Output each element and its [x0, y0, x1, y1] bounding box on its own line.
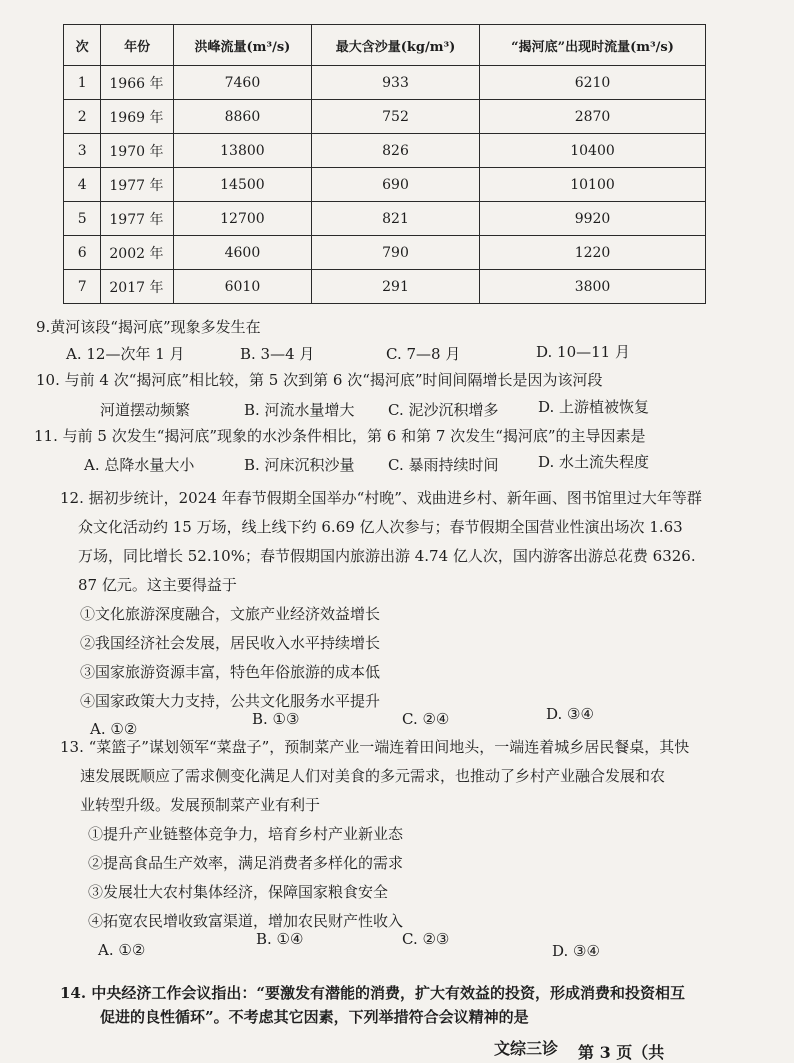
q14-line-2: 促进的良性循环”。不考虑其它因素，下列举措符合会议精神的是	[100, 1008, 529, 1026]
cell-year: 1970 年	[101, 134, 173, 168]
q12-line-2: 众文化活动约 15 万场，线上线下约 6.69 亿人次参与；春节假期全国营业性演出场次 1.63	[78, 518, 683, 536]
q11-option-d: D. 水土流失程度	[538, 453, 650, 471]
cell-index: 1	[64, 66, 101, 100]
cell-flood-peak: 7460	[173, 66, 311, 100]
cell-flood-peak: 8860	[173, 100, 311, 134]
header-index: 次	[64, 25, 101, 66]
cell-index: 2	[64, 100, 101, 134]
cell-flow-at-event: 1220	[480, 236, 706, 270]
table-row	[64, 270, 706, 304]
q9-option-b: B. 3—4 月	[240, 345, 315, 363]
table-row	[64, 236, 706, 270]
header-year: 年份	[101, 25, 173, 66]
q12-line-4: 87 亿元。这主要得益于	[78, 576, 237, 594]
cell-index: 7	[64, 270, 101, 304]
q13-line-2: 速发展既顺应了需求侧变化满足人们对美食的多元需求，也推动了乡村产业融合发展和农	[80, 767, 666, 785]
q13-option-b: B. ①④	[256, 930, 304, 948]
cell-flood-peak: 12700	[173, 202, 311, 236]
q9-option-a: A. 12—次年 1 月	[66, 345, 185, 363]
cell-flow-at-event: 10400	[480, 134, 706, 168]
q10-option-c: C. 泥沙沉积增多	[388, 401, 499, 419]
header-flood-peak: 洪峰流量(m³/s)	[173, 25, 311, 66]
cell-flow-at-event: 6210	[480, 66, 706, 100]
table-row	[64, 202, 706, 236]
q12-option-b: B. ①③	[252, 710, 300, 728]
header-flow-at-event: “揭河底”出现时流量(m³/s)	[480, 25, 706, 66]
cell-year: 1977 年	[101, 168, 173, 202]
table-row	[64, 100, 706, 134]
cell-flow-at-event: 3800	[480, 270, 706, 304]
cell-max-sediment: 790	[311, 236, 479, 270]
q10-stem: 10. 与前 4 次“揭河底”相比较，第 5 次到第 6 次“揭河底”时间间隔增长是因为该河段	[36, 371, 603, 389]
q11-option-b: B. 河床沉积沙量	[244, 456, 355, 474]
cell-flow-at-event: 10100	[480, 168, 706, 202]
q11-option-c: C. 暴雨持续时间	[388, 456, 499, 474]
q12-item-2: ②我国经济社会发展，居民收入水平持续增长	[80, 634, 381, 652]
q13-option-d: D. ③④	[552, 942, 600, 960]
flood-data-table	[63, 24, 706, 304]
q9-option-c: C. 7—8 月	[386, 345, 461, 363]
q10-option-a: 河道摆动频繁	[100, 401, 191, 419]
cell-flood-peak: 6010	[173, 270, 311, 304]
cell-index: 4	[64, 168, 101, 202]
cell-year: 2002 年	[101, 236, 173, 270]
cell-max-sediment: 291	[311, 270, 479, 304]
q9-option-d: D. 10—11 月	[536, 343, 630, 361]
q11-stem: 11. 与前 5 次发生“揭河底”现象的水沙条件相比，第 6 和第 7 次发生“揭河底”的主导因素是	[34, 427, 646, 445]
q13-item-3: ③发展壮大农村集体经济，保障国家粮食安全	[88, 883, 389, 901]
table-row	[64, 134, 706, 168]
cell-index: 6	[64, 236, 101, 270]
cell-max-sediment: 690	[311, 168, 479, 202]
header-max-sediment: 最大含沙量(kg/m³)	[311, 25, 479, 66]
cell-max-sediment: 821	[311, 202, 479, 236]
q13-option-a: A. ①②	[98, 941, 146, 959]
q13-item-4: ④拓宽农民增收致富渠道，增加农民财产性收入	[88, 912, 404, 930]
q12-item-1: ①文化旅游深度融合，文旅产业经济效益增长	[80, 605, 381, 623]
cell-year: 2017 年	[101, 270, 173, 304]
table-row	[64, 168, 706, 202]
q12-line-1: 12. 据初步统计，2024 年春节假期全国举办“村晚”、戏曲进乡村、新年画、图书馆里过大年等群	[60, 489, 702, 507]
q13-option-c: C. ②③	[402, 930, 450, 948]
cell-flow-at-event: 9920	[480, 202, 706, 236]
q14-line-1: 14. 中央经济工作会议指出：“要激发有潜能的消费，扩大有效益的投资，形成消费和投资相互	[60, 984, 685, 1002]
q12-option-d: D. ③④	[546, 705, 594, 723]
cell-max-sediment: 933	[311, 66, 479, 100]
cell-year: 1966 年	[101, 66, 173, 100]
q11-option-a: A. 总降水量大小	[84, 456, 195, 474]
cell-year: 1969 年	[101, 100, 173, 134]
footer-exam-name: 文综三诊	[494, 1039, 559, 1058]
q13-line-1: 13. “菜篮子”谋划领军“菜盘子”，预制菜产业一端连着田间地头，一端连着城乡居民餐桌，其快	[60, 738, 690, 756]
q12-item-3: ③国家旅游资源丰富，特色年俗旅游的成本低	[80, 663, 381, 681]
q12-item-4: ④国家政策大力支持，公共文化服务水平提升	[80, 692, 381, 710]
footer-page-number: 第 3 页（共	[578, 1043, 665, 1062]
cell-max-sediment: 752	[311, 100, 479, 134]
table-header-row	[64, 25, 706, 66]
q13-item-1: ①提升产业链整体竞争力，培育乡村产业新业态	[88, 825, 404, 843]
cell-index: 3	[64, 134, 101, 168]
q10-option-b: B. 河流水量增大	[244, 401, 355, 419]
cell-year: 1977 年	[101, 202, 173, 236]
q12-line-3: 万场，同比增长 52.10%；春节假期国内旅游出游 4.74 亿人次，国内游客出游总花费 6326.	[78, 547, 696, 565]
table-row	[64, 66, 706, 100]
q13-line-3: 业转型升级。发展预制菜产业有利于	[80, 796, 321, 814]
cell-max-sediment: 826	[311, 134, 479, 168]
q10-option-d: D. 上游植被恢复	[538, 398, 650, 416]
cell-flood-peak: 14500	[173, 168, 311, 202]
q9-stem: 9.黄河该段“揭河底”现象多发生在	[36, 318, 261, 336]
q12-option-c: C. ②④	[402, 710, 450, 728]
cell-flood-peak: 13800	[173, 134, 311, 168]
q12-option-a: A. ①②	[90, 720, 138, 738]
cell-flood-peak: 4600	[173, 236, 311, 270]
q13-item-2: ②提高食品生产效率，满足消费者多样化的需求	[88, 854, 404, 872]
cell-flow-at-event: 2870	[480, 100, 706, 134]
cell-index: 5	[64, 202, 101, 236]
